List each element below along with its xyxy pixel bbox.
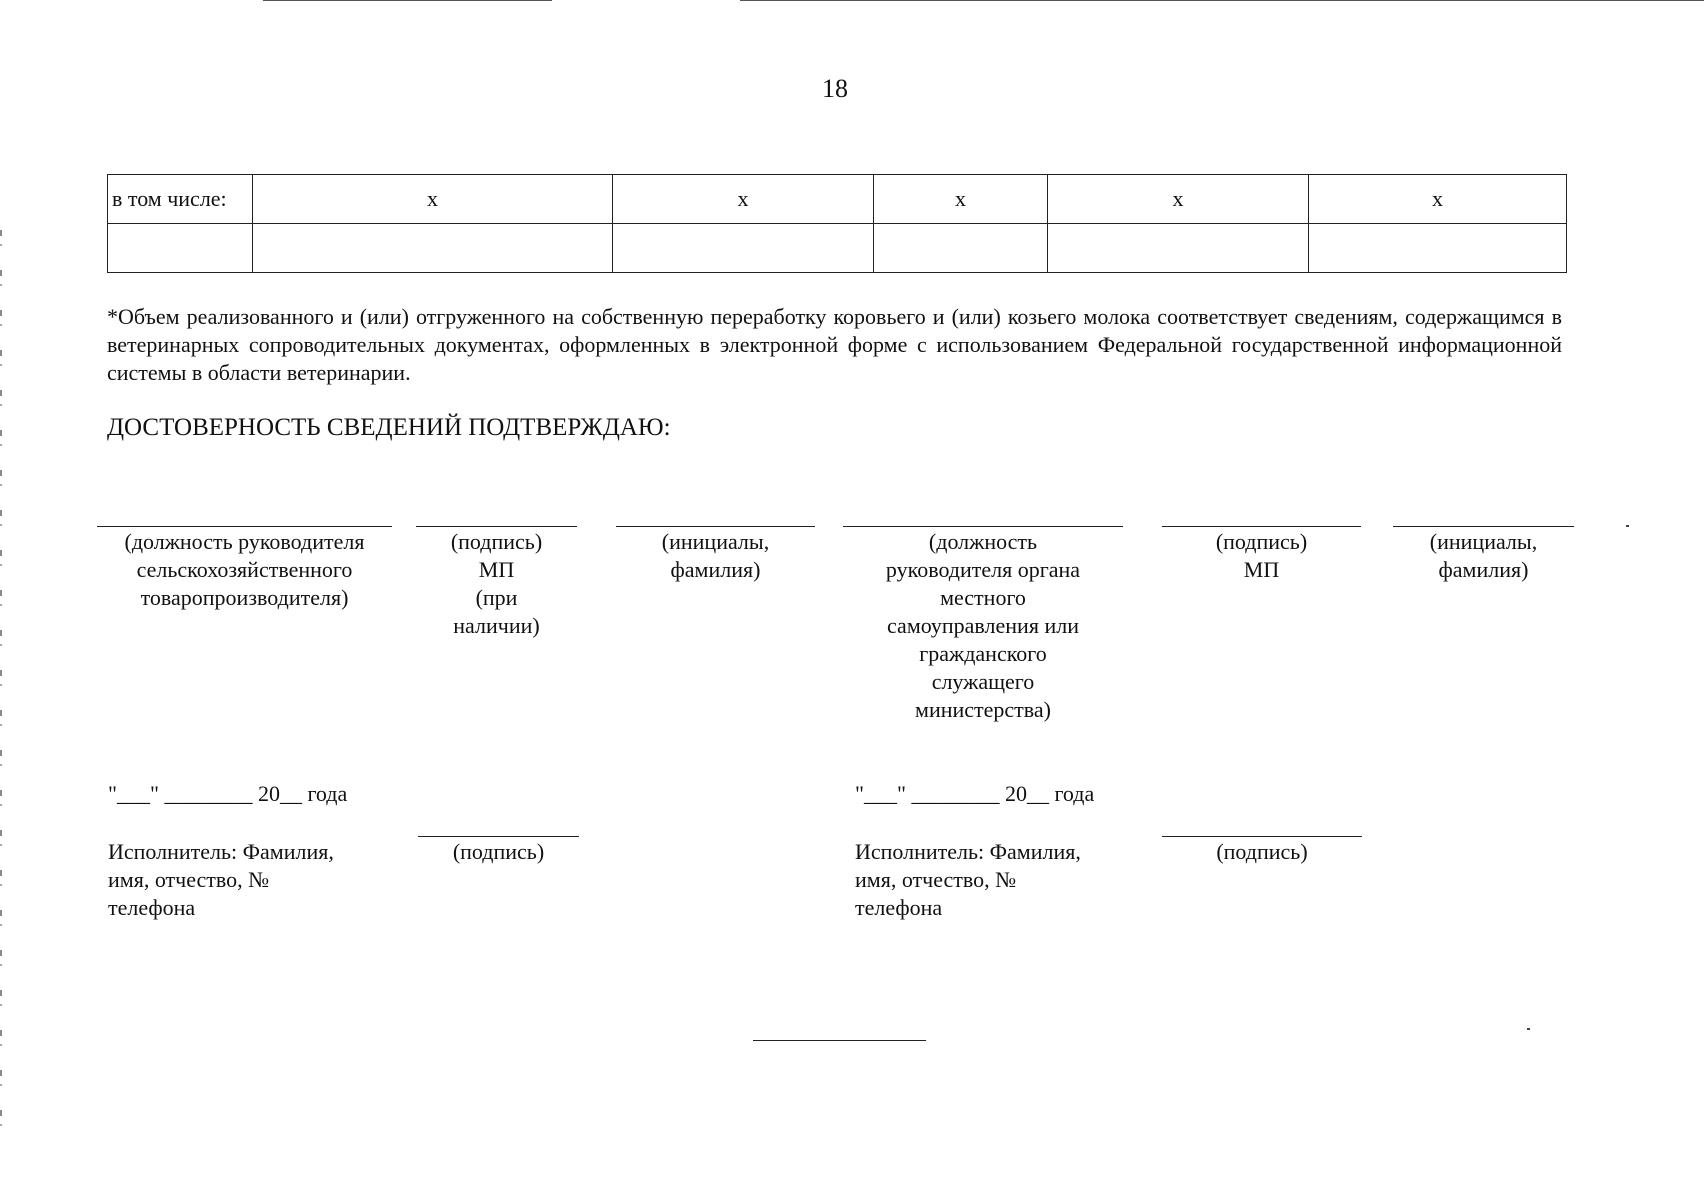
confirm-heading: ДОСТОВЕРНОСТЬ СВЕДЕНИЙ ПОДТВЕРЖДАЮ:	[107, 414, 671, 441]
executor-left-signature-caption: (подпись)	[452, 839, 545, 864]
left-scan-edge	[0, 230, 2, 1150]
date-right: "___" ________ 20__ года	[855, 781, 1095, 806]
top-edge-line-right	[740, 0, 1704, 1]
table-cell	[1048, 224, 1309, 273]
date-left: "___" ________ 20__ года	[108, 781, 348, 806]
table-cell	[1309, 224, 1567, 273]
producer-initials-line	[616, 526, 815, 527]
producer-position-line	[97, 526, 392, 527]
table-row	[108, 224, 1567, 273]
table-cell	[874, 224, 1048, 273]
authority-position-caption: (должность руководителя органа местного самоуправления или гражданского служащего министерства)	[885, 529, 1081, 722]
scan-dot	[1626, 525, 1629, 527]
authority-initials-caption: (инициалы, фамилия)	[1429, 529, 1538, 582]
table-cell: х	[613, 175, 874, 224]
table-cell: х	[874, 175, 1048, 224]
producer-signature-line	[416, 526, 577, 527]
authority-position-line	[843, 526, 1123, 527]
scan-dot	[1527, 1028, 1530, 1030]
table-cell: х	[1048, 175, 1309, 224]
authority-signature-line	[1162, 526, 1361, 527]
table-cell: х	[1309, 175, 1567, 224]
producer-initials-caption: (инициалы, фамилия)	[661, 529, 770, 582]
table-cell: х	[253, 175, 613, 224]
executor-right-signature-caption: (подпись)	[1216, 839, 1308, 864]
bottom-separator	[753, 1040, 926, 1041]
executor-right: Исполнитель: Фамилия, имя, отчество, № телефона	[855, 839, 1081, 920]
producer-position-caption: (должность руководителя сельскохозяйственного товаропроизводителя)	[124, 529, 365, 610]
executor-left: Исполнитель: Фамилия, имя, отчество, № телефона	[108, 839, 334, 920]
executor-left-signature-line	[418, 836, 579, 837]
authority-initials-line	[1393, 526, 1574, 527]
table-cell	[613, 224, 874, 273]
table-cell	[108, 224, 253, 273]
executor-right-signature-line	[1162, 836, 1362, 837]
producer-signature-caption: (подпись) МП (при наличии)	[450, 529, 543, 638]
table-cell	[253, 224, 613, 273]
footnote: *Объем реализованного и (или) отгруженного на собственную переработку коровьего и (или) козьего молока соответствует сведениям, содержащимся в ветеринарных сопроводительных документах, оформленных в электронной форме с использованием Федеральной государственной информационной системы в области ветеринарии.	[107, 304, 1562, 385]
data-table	[107, 174, 1567, 273]
page-number: 18	[822, 74, 848, 103]
table-row	[108, 175, 1567, 224]
authority-signature-caption: (подпись) МП	[1215, 529, 1308, 582]
top-edge-line-left	[263, 0, 552, 1]
table-cell: в том числе:	[108, 175, 253, 224]
